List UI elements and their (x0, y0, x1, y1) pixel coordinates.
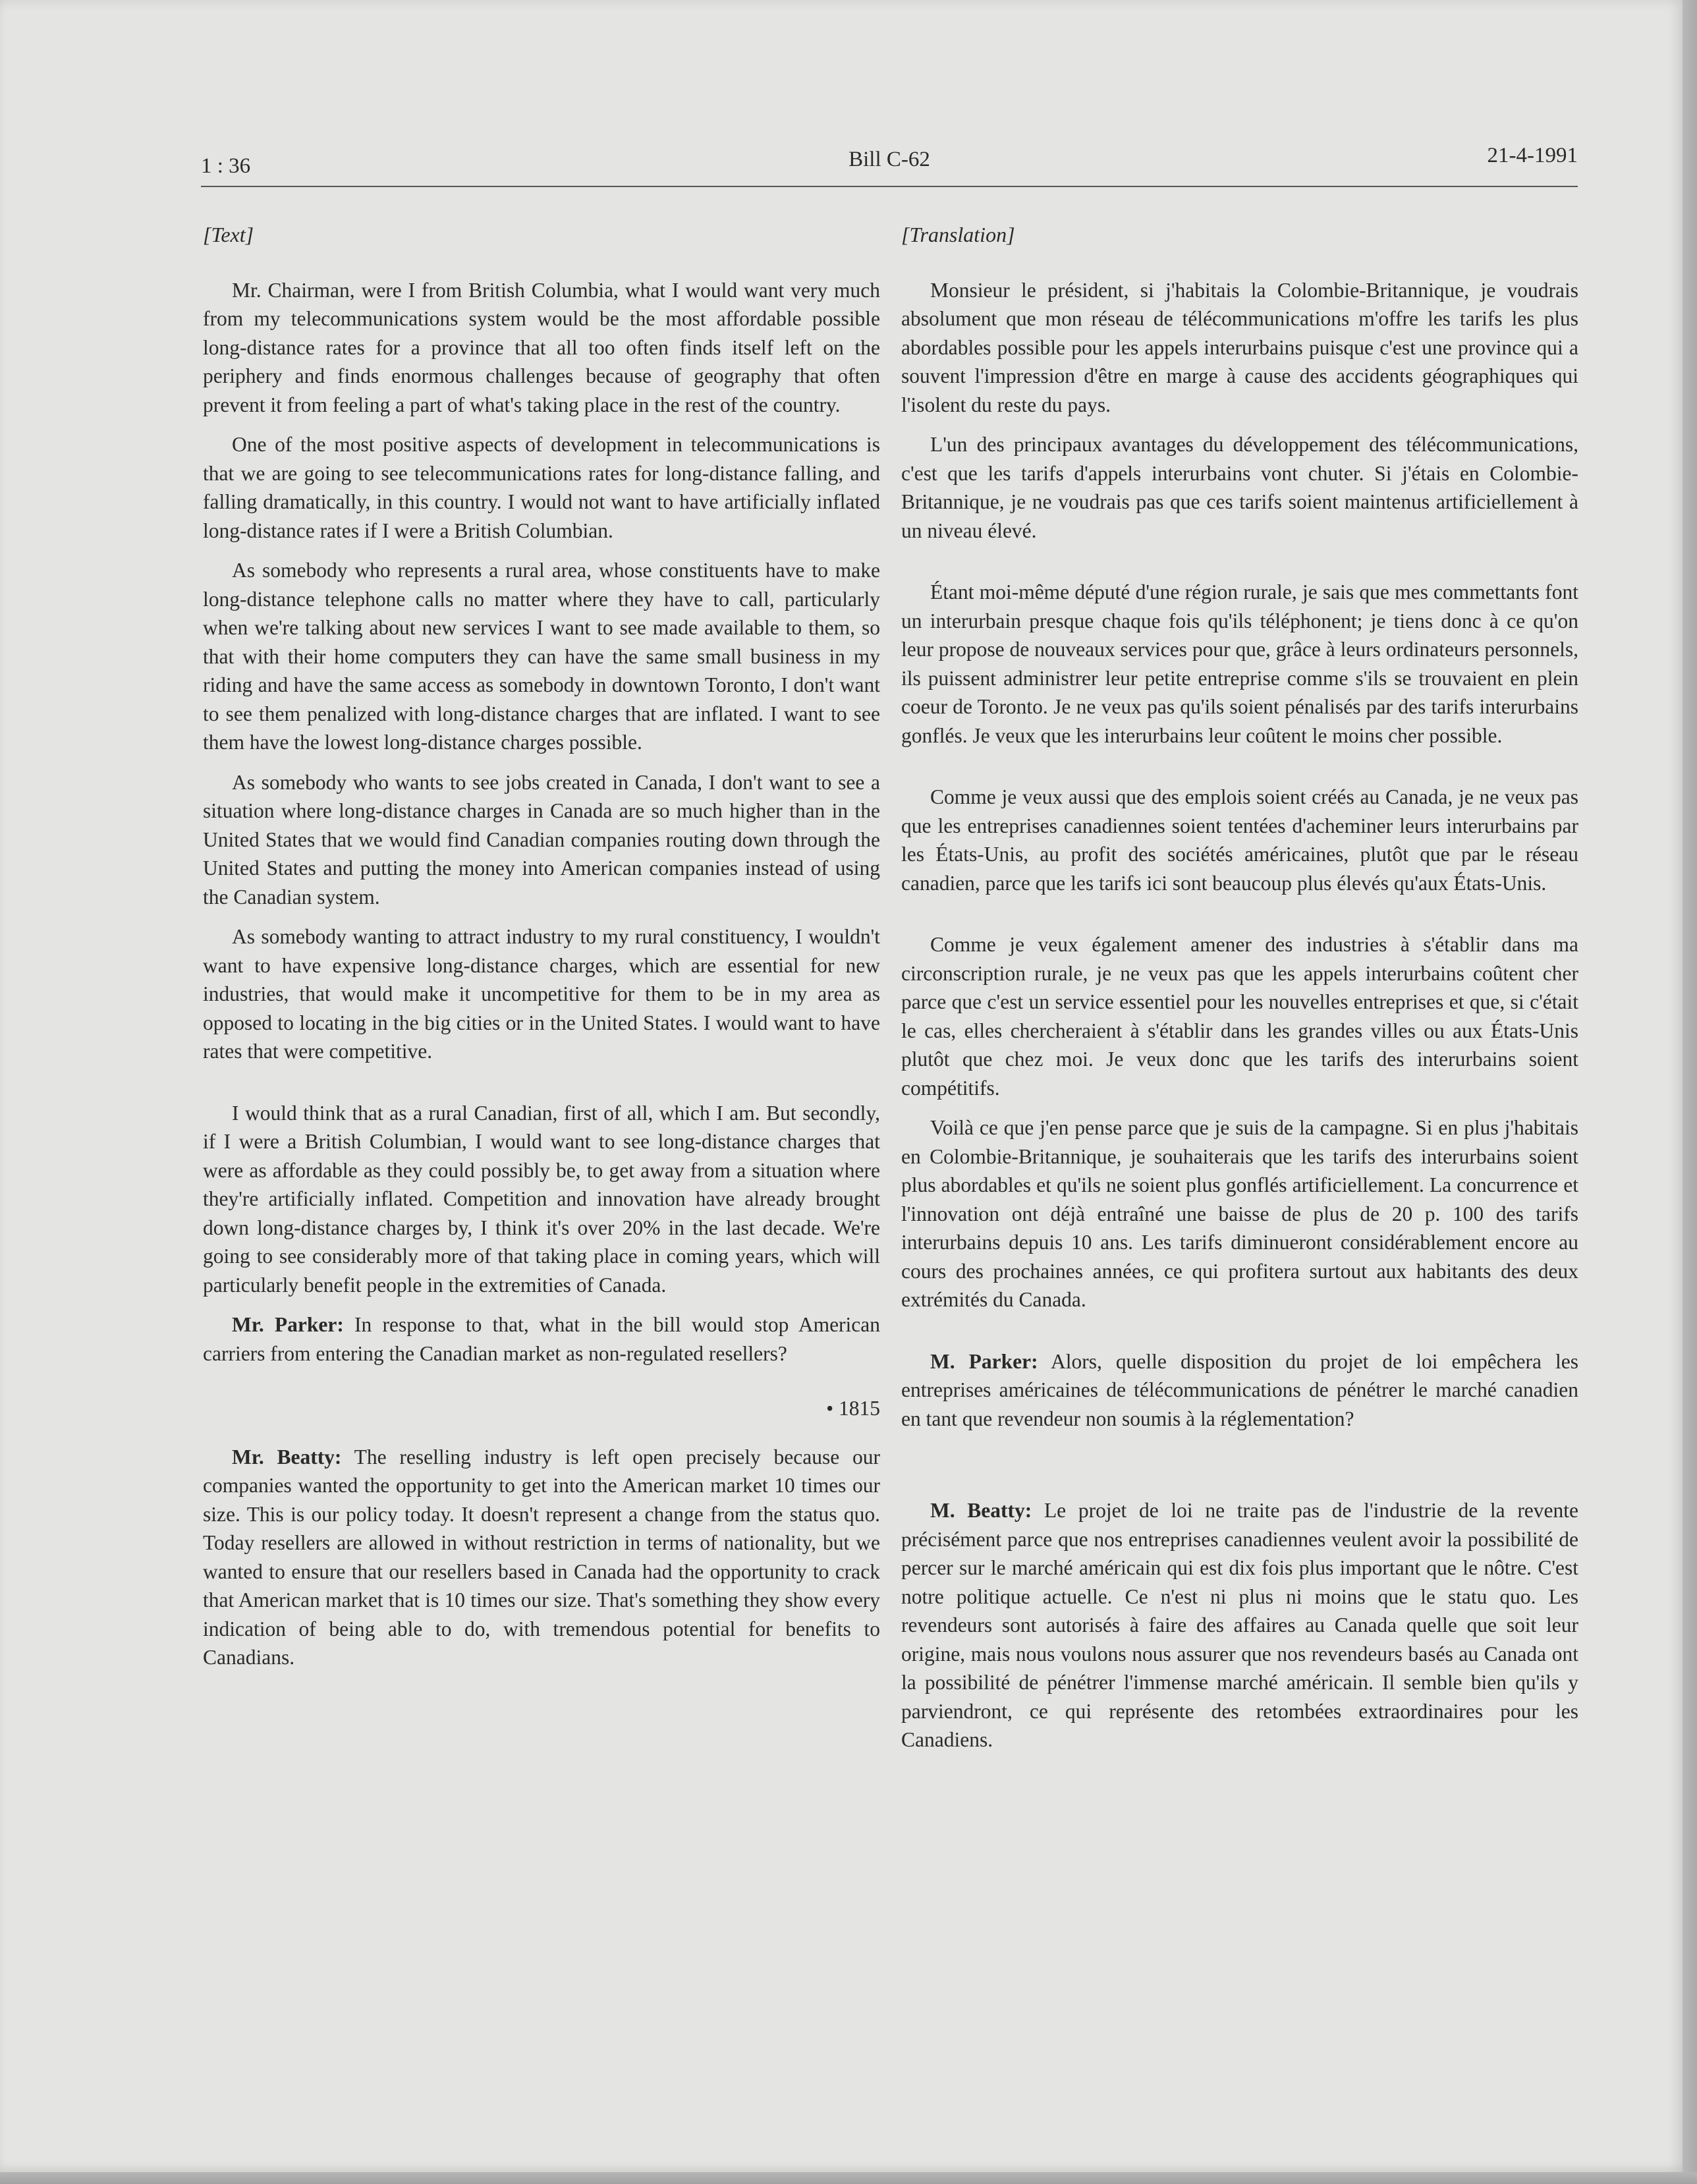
speaker-name: M. Parker: (930, 1349, 1038, 1373)
en-paragraph-6: I would think that as a rural Canadian, first of all, which I am. But secondly, if I were a British Columbian, I would want to see long-distance charges that were as affordable as they could possibly be, to get away from a situation where they're artificially inflated. Competition and innovation have already brought down long-distance charges by, I think it's over 20% in the last decade. We're going to see considerably more of that taking place in coming years, which will particularly benefit people in the extremities of Canada. (203, 1101, 880, 1297)
en-paragraph-4: As somebody who wants to see jobs created in Canada, I don't want to see a situation where long-distance charges in Canada are so much higher than in the United States that we would find Canadian companies routing down through the United States and putting the money into American companies instead of using the Canadian system. (203, 770, 880, 909)
french-column (901, 221, 1578, 1766)
en-paragraph-3: As somebody who represents a rural area, whose constituents have to make long-distance telephone calls no matter where they have to call, particularly when we're talking about new services I want to see made available to them, so that with their home computers they can have the same small business in my riding and have the same access as somebody in downtown Toronto, I don't want to see them penalized with long-distance charges that are inflated. I want to see them have the lowest long-distance charges possible. (203, 559, 880, 754)
fr-paragraph-4: Comme je veux aussi que des emplois soient créés au Canada, je ne veux pas que les entreprises canadiennes soient tentées d'acheminer leurs interurbains par les États-Unis, au profit des sociétés américaines, plutôt que par le réseau canadien, parce que les tarifs ici sont beaucoup plus élevés qu'aux États-Unis. (901, 785, 1578, 895)
en-parker-remark (203, 1310, 880, 1368)
en-paragraph-1: Mr. Chairman, were I from British Columbia, what I would want very much from my telecommunications system would be the most affordable possible long-distance rates for a province that all too often finds itself left on the periphery and finds enormous challenges because of geography that often prevent it from feeling a part of what's taking place in the rest of the country. (203, 278, 880, 416)
session-date: 21-4-1991 (1487, 144, 1578, 167)
page-number: 1 : 36 (201, 154, 251, 178)
bill-title: Bill C-62 (848, 148, 930, 171)
fr-paragraph-3: Étant moi-même député d'une région rurale, je sais que mes commettants font un interurbain presque chaque fois qu'ils téléphonent; je tiens donc à ce qu'on leur propose de nouveaux services pour que, grâce à leurs ordinateurs personnels, ils puissent administrer leur petite entreprise comme s'ils se trouvaient en plein coeur de Toronto. Je ne veux pas qu'ils soient pénalisés par des tarifs interurbains gonflés. Je veux que les interurbains leur coûtent le moins cher possible. (901, 580, 1578, 747)
time-marker: • 1815 (826, 1397, 880, 1420)
english-column (203, 221, 880, 1683)
speaker-name: Mr. Parker: (232, 1313, 344, 1336)
page-header (201, 144, 1578, 183)
speaker-name: Mr. Beatty: (232, 1445, 342, 1469)
fr-paragraph-1: Monsieur le président, si j'habitais la Colombie-Britannique, je voudrais absolument que mon réseau de télécommunications m'offre les tarifs les plus abordables possible pour les appels interurbains puisque c'est une province qui a souvent l'impression d'être en marge à cause des accidents géographiques qui l'isolent du reste du pays. (901, 278, 1578, 416)
fr-paragraph-6: Voilà ce que j'en pense parce que je suis de la campagne. Si en plus j'habitais en Colombie-Britannique, je souhaiterais que les tarifs des interurbains soient plus abordables et qu'ils ne soient plus gonflés artificiellement. La concurrence et l'innovation ont déjà entraîné une baisse de plus de 20 p. 100 des tarifs interurbains depuis 10 ans. Les tarifs diminueront considérablement encore au cours des prochaines années, ce qui profitera surtout aux habitants des deux extrémités du Canada. (901, 1116, 1578, 1311)
en-beatty-remark (203, 1443, 880, 1672)
text-label: [Text] (203, 223, 254, 246)
fr-paragraph-2: L'un des principaux avantages du développement des télécommunications, c'est que les tarifs d'appels interurbains vont chuter. Si j'étais en Colombie-Britannique, je ne voudrais pas que ces tarifs soient maintenus artificiellement à un niveau élevé. (901, 433, 1578, 542)
fr-beatty-remark (901, 1496, 1578, 1754)
fr-parker-remark (901, 1347, 1578, 1434)
translation-label: [Translation] (901, 223, 1015, 246)
header-rule (201, 186, 1578, 187)
fr-paragraph-5: Comme je veux également amener des industries à s'établir dans ma circonscription rurale, je ne veux pas que les appels interurbains coûtent cher parce que c'est un service essentiel pour les nouvelles entreprises et que, si c'était le cas, elles chercheraient à s'établir dans les grandes villes ou aux États-Unis plutôt que chez moi. Je veux donc que les tarifs des interurbains soient compétitifs. (901, 933, 1578, 1100)
en-paragraph-5: As somebody wanting to attract industry to my rural constituency, I wouldn't want to have expensive long-distance charges, which are essential for new industries, that would make it uncompetitive for them to be in my area as opposed to locating in the big cities or in the United States. I would want to have rates that were competitive. (203, 925, 880, 1063)
remark-text: In response to that, what in the bill would stop American carriers from entering the Canadian market as non-regulated resellers? (203, 1313, 881, 1365)
en-paragraph-2: One of the most positive aspects of development in telecommunications is that we are going to see telecommunications rates for long-distance falling, and falling dramatically, in this country. I would not want to have artificially inflated long-distance rates if I were a British Columbian. (203, 433, 880, 542)
page-edge-right (1683, 0, 1697, 2184)
remark-text: Alors, quelle disposition du projet de loi empêchera les entreprises américaines de télécommunications de pénétrer le marché canadien en tant que revendeur non soumis à la réglementation? (901, 1349, 1578, 1430)
remark-text: The reselling industry is left open precisely because our companies wanted the opportunity to get into the American market 10 times our size. This is our policy today. It doesn't represent a change from the status quo. Today resellers are allowed in without restriction in terms of nationality, but we wanted to ensure that our resellers based in Canada had the opportunity to crack that American market that is 10 times our size. That's something they show every indication of being able to do, with tremendous potential for benefits to Canadians. (203, 1445, 880, 1669)
page-edge-bottom (0, 2172, 1697, 2184)
speaker-name: M. Beatty: (930, 1499, 1032, 1522)
remark-text: Le projet de loi ne traite pas de l'industrie de la revente précisément parce que nos entreprises canadiennes veulent avoir la possibilité de percer sur le marché américain qui est dix fois plus important que le nôtre. C'est notre politique actuelle. Ce n'est ni plus ni moins que le statu quo. Les revendeurs sont autorisés à faire des affaires au Canada quelle que soit leur origine, mais nous voulons nous assurer que nos revendeurs basés au Canada ont la possibilité de pénétrer l'immense marché américain. Il semble bien qu'ils y parviendront, ce qui représente des retombées extraordinaires pour les Canadiens. (901, 1499, 1579, 1751)
